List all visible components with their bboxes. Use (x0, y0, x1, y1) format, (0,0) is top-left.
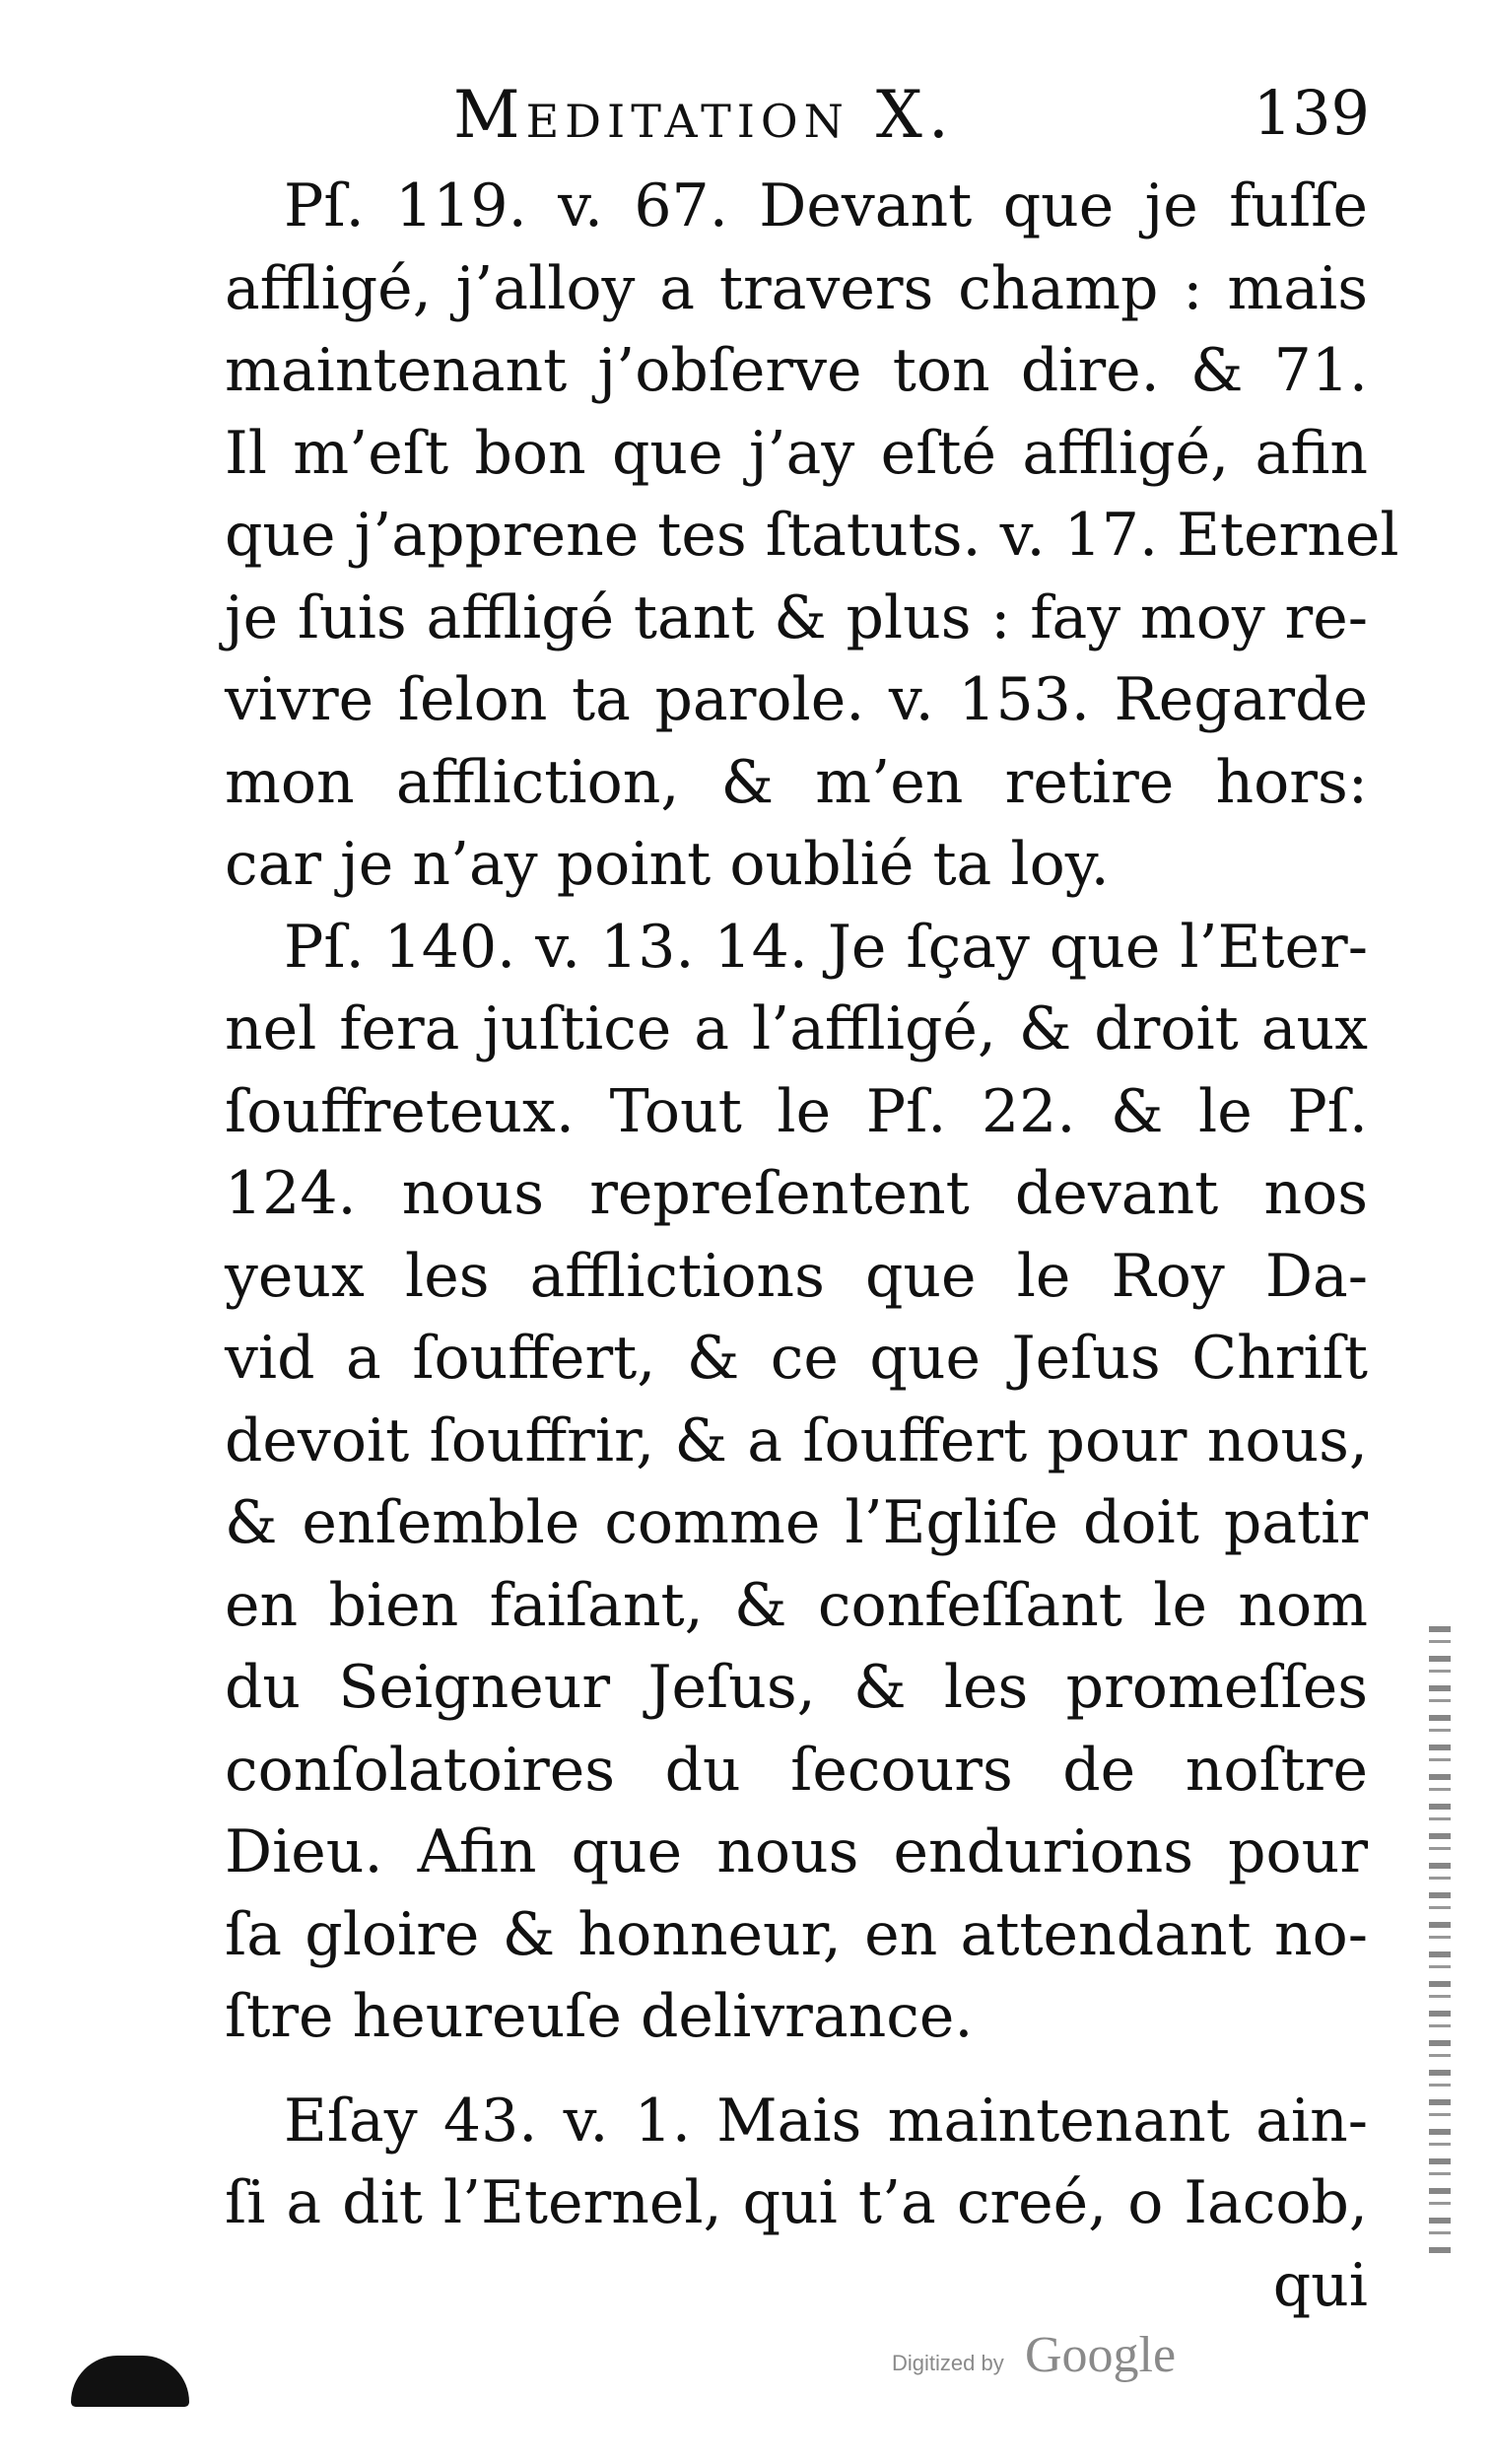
text-line: du Seigneur Jeſus, & les promeſſes (225, 1653, 1368, 1722)
text-line: nel fera juſtice a l’affligé, & droit aux (225, 994, 1368, 1063)
text-line: 124. nous repreſentent devant nos (225, 1159, 1368, 1228)
text-line: Dieu. Afin que nous endurions pour (225, 1817, 1368, 1886)
ink-blot (71, 2356, 189, 2407)
text-line: Il m’eſt bon que j’ay eſté affligé, afin (225, 418, 1368, 488)
text-line: affligé, j’alloy a travers champ : mais (225, 253, 1368, 323)
text-line: Pſ. 119. v. 67. Devant que je fuſſe (284, 171, 1368, 240)
text-line: ſtre heureuſe delivrance. (225, 1982, 974, 2051)
text-line: Pſ. 140. v. 13. 14. Je ſçay que l’Eter- (284, 912, 1368, 982)
text-line: car je n’ay point oublié ta loy. (225, 830, 1110, 899)
text-line: devoit ſouffrir, & a ſouffert pour nous, (225, 1405, 1368, 1475)
catchword: qui (1272, 2250, 1368, 2320)
scan-edge-artifact (1429, 1626, 1451, 2257)
text-line: vid a ſouffert, & ce que Jeſus Chriſt (225, 1324, 1368, 1393)
paragraph-gap (225, 2059, 1368, 2081)
page-number: 139 (1253, 77, 1370, 149)
text-line: ſouffreteux. Tout le Pſ. 22. & le Pſ. (225, 1076, 1368, 1146)
text-line: maintenant j’obſerve ton dire. & 71. (225, 336, 1368, 405)
text-line: je ſuis affligé tant & plus : fay moy re- (225, 582, 1368, 652)
running-title: Meditation X. (453, 77, 955, 153)
text-line: Eſay 43. v. 1. Mais maintenant ain- (284, 2086, 1368, 2156)
text-line: en bien faiſant, & confeſſant le nom (225, 1570, 1368, 1640)
body-text (225, 166, 1399, 2327)
text-line: yeux les afflictions que le Roy Da- (225, 1241, 1368, 1311)
page-header (453, 77, 1370, 166)
text-line: & enſemble comme l’Egliſe doit patir (225, 1488, 1368, 1557)
text-line: conſolatoires du ſecours de noſtre (225, 1735, 1368, 1805)
text-line: que j’apprene tes ſtatuts. v. 17. Eternel (225, 501, 1399, 570)
google-watermark: Google (1025, 2327, 1177, 2383)
digitized-by-label: Digitized by (892, 2351, 1004, 2375)
text-line: ſi a dit l’Eternel, qui t’a creé, o Iacob, (225, 2168, 1368, 2237)
text-line: mon affliction, & m’en retire hors: (225, 747, 1368, 817)
text-line: vivre ſelon ta parole. v. 153. Regarde (225, 665, 1368, 734)
text-line: ſa gloire & honneur, en attendant no- (225, 1899, 1368, 1969)
